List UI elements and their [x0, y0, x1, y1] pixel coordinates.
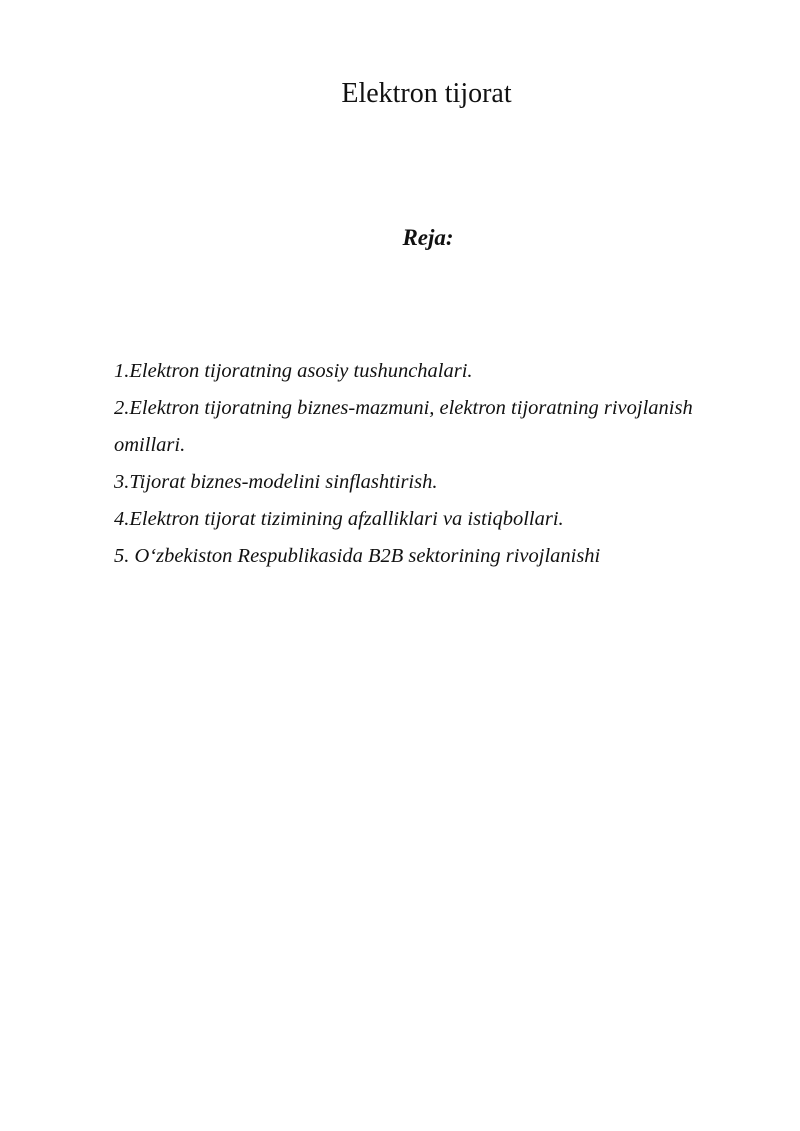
plan-list: [114, 353, 734, 575]
plan-item: 1.Elektron tijoratning asosiy tushunchalari.: [114, 360, 473, 382]
plan-item: 3.Tijorat biznes-modelini sinflashtirish.: [114, 471, 438, 493]
plan-item: 2.Elektron tijoratning biznes-mazmuni, elektron tijoratning rivojlanish omillari.: [114, 397, 693, 456]
plan-item: 4.Elektron tijorat tizimining afzalliklari va istiqbollari.: [114, 508, 564, 530]
plan-item: 5. O‘zbekiston Respublikasida B2B sektorining rivojlanishi: [114, 545, 601, 567]
page-title: Elektron tijorat: [341, 78, 512, 109]
plan-heading: Reja:: [402, 225, 454, 250]
